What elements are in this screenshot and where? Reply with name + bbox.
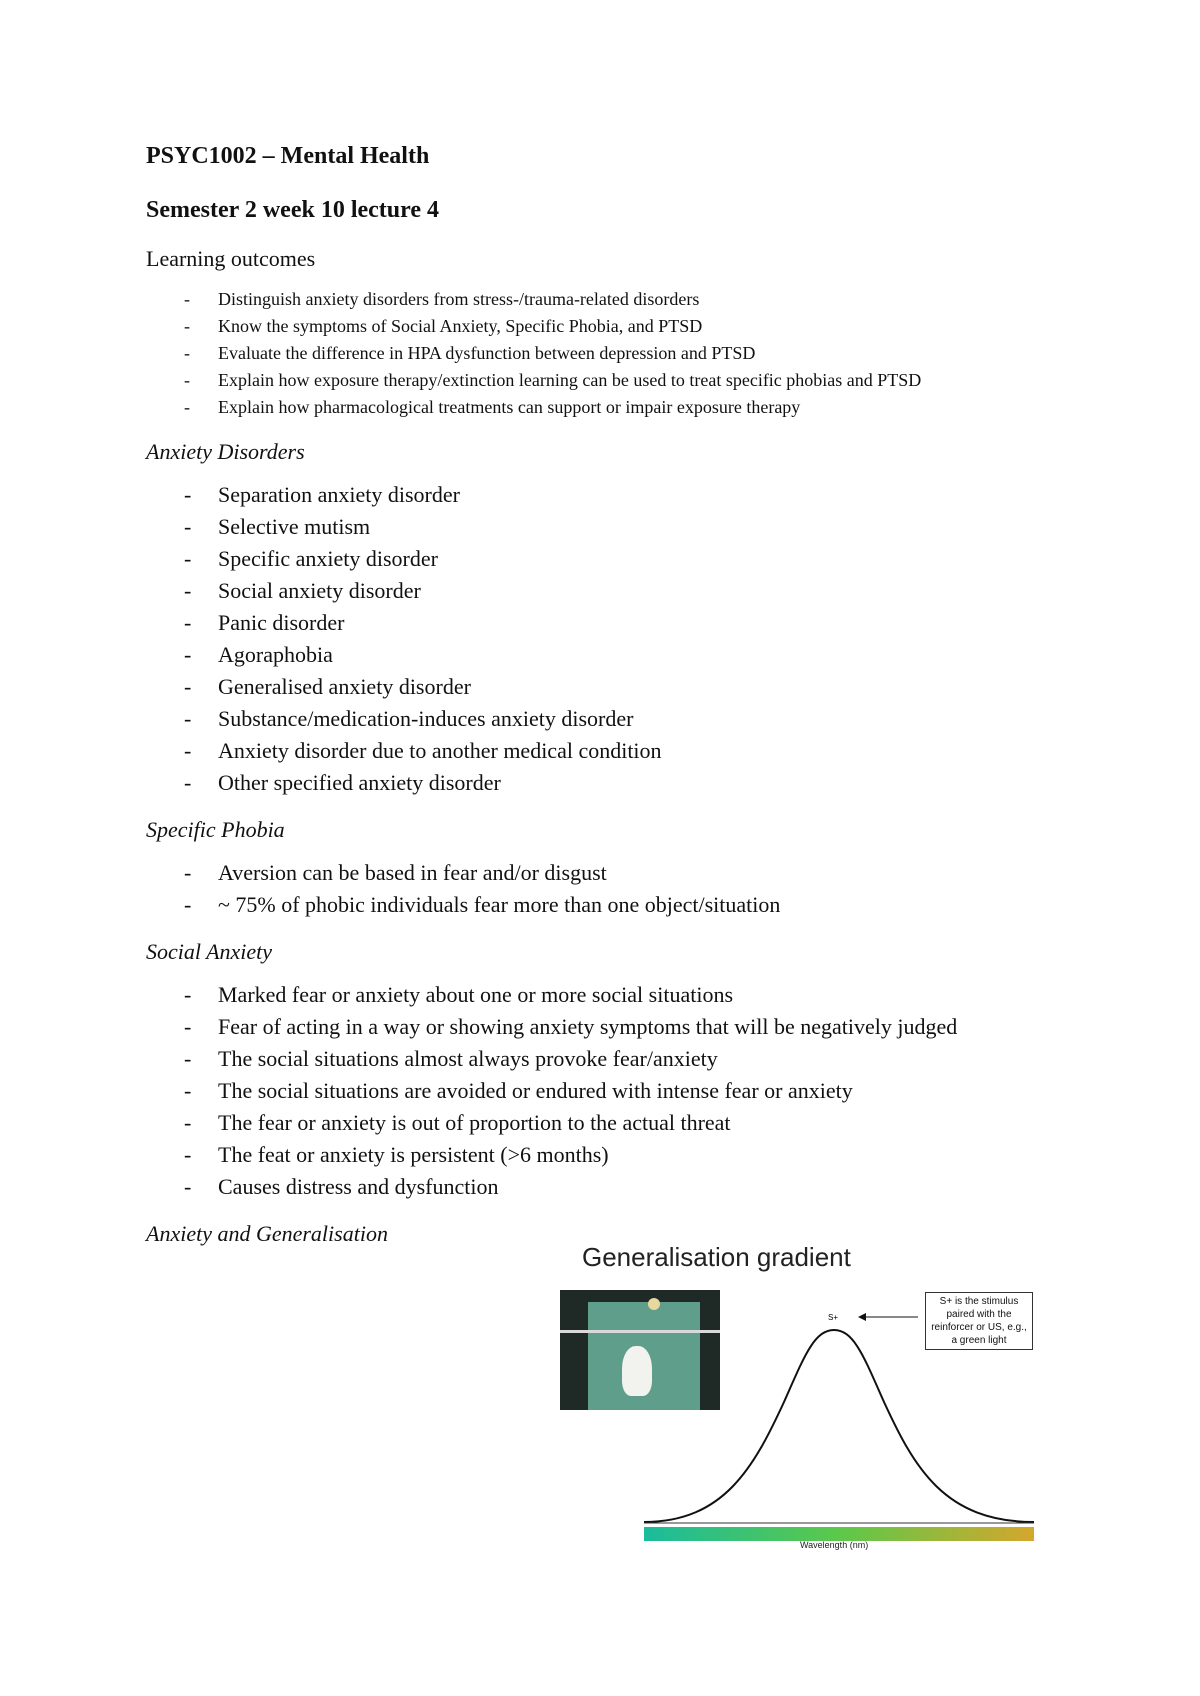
list-item: - Fear of acting in a way or showing anxiety symptoms that will be negatively judged bbox=[146, 1011, 1086, 1043]
document-page bbox=[146, 140, 1086, 1261]
social-anxiety-list bbox=[146, 979, 1086, 1203]
page-title: PSYC1002 – Mental Health bbox=[146, 143, 430, 169]
list-item: - Panic disorder bbox=[146, 607, 1086, 639]
list-item: - Explain how pharmacological treatments can support or impair exposure therapy bbox=[146, 394, 1086, 421]
list-item: - Selective mutism bbox=[146, 511, 1086, 543]
list-item: - The social situations are avoided or endured with intense fear or anxiety bbox=[146, 1075, 1086, 1107]
list-item: - Distinguish anxiety disorders from stress-/trauma-related disorders bbox=[146, 286, 1086, 313]
list-item: - The social situations almost always provoke fear/anxiety bbox=[146, 1043, 1086, 1075]
anxiety-disorders-heading: Anxiety Disorders bbox=[146, 439, 305, 464]
gradient-curve bbox=[644, 1330, 1034, 1522]
list-item: - Generalised anxiety disorder bbox=[146, 671, 1086, 703]
list-item: - The fear or anxiety is out of proportion to the actual threat bbox=[146, 1107, 1086, 1139]
x-axis-label: Wavelength (nm) bbox=[800, 1540, 869, 1550]
list-item: - ~ 75% of phobic individuals fear more than one object/situation bbox=[146, 889, 1086, 921]
list-item: - Evaluate the difference in HPA dysfunction between depression and PTSD bbox=[146, 340, 1086, 367]
list-item: - Other specified anxiety disorder bbox=[146, 767, 1086, 799]
list-item: - Marked fear or anxiety about one or more social situations bbox=[146, 979, 1086, 1011]
generalisation-gradient-figure bbox=[560, 1242, 1050, 1562]
generalisation-heading: Anxiety and Generalisation bbox=[146, 1221, 388, 1246]
figure-title: Generalisation gradient bbox=[582, 1242, 851, 1272]
specific-phobia-list bbox=[146, 857, 1086, 921]
social-anxiety-heading: Social Anxiety bbox=[146, 939, 273, 964]
list-item: - Specific anxiety disorder bbox=[146, 543, 1086, 575]
list-item: - Agoraphobia bbox=[146, 639, 1086, 671]
list-item: - Aversion can be based in fear and/or disgust bbox=[146, 857, 1086, 889]
list-item: - Causes distress and dysfunction bbox=[146, 1171, 1086, 1203]
list-item: - Separation anxiety disorder bbox=[146, 479, 1086, 511]
list-item: - Substance/medication-induces anxiety disorder bbox=[146, 703, 1086, 735]
arrow-head-icon bbox=[858, 1313, 866, 1321]
peak-label: S+ bbox=[828, 1313, 839, 1322]
list-item: - The feat or anxiety is persistent (>6 months) bbox=[146, 1139, 1086, 1171]
page-subtitle: Semester 2 week 10 lecture 4 bbox=[146, 197, 440, 223]
list-item: - Know the symptoms of Social Anxiety, Specific Phobia, and PTSD bbox=[146, 313, 1086, 340]
specific-phobia-heading: Specific Phobia bbox=[146, 817, 285, 842]
anxiety-disorders-list bbox=[146, 479, 1086, 799]
spectrum-bar bbox=[644, 1527, 1034, 1541]
list-item: - Social anxiety disorder bbox=[146, 575, 1086, 607]
list-item: - Anxiety disorder due to another medical condition bbox=[146, 735, 1086, 767]
list-item: - Explain how exposure therapy/extinction learning can be used to treat specific phobias and PTSD bbox=[146, 367, 1086, 394]
learning-outcomes-heading: Learning outcomes bbox=[146, 246, 316, 271]
s-plus-callout: S+ is the stimulus paired with the reinforcer or US, e.g., a green light bbox=[925, 1292, 1033, 1350]
learning-outcomes-list bbox=[146, 286, 1086, 421]
